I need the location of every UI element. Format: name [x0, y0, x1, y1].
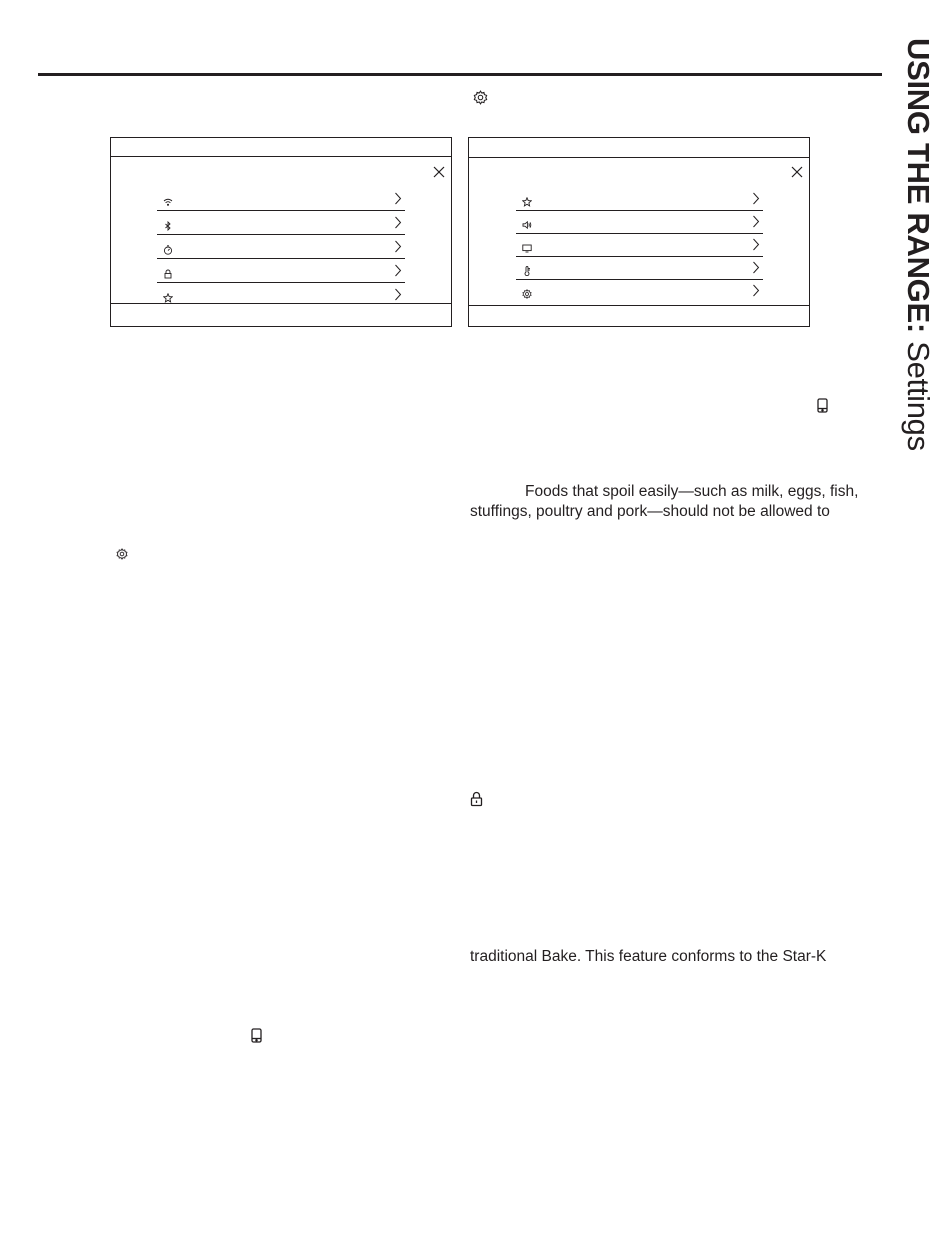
settings-menu-row[interactable] — [157, 235, 405, 259]
settings-menu-row[interactable] — [516, 256, 763, 280]
settings-menu-row[interactable] — [516, 210, 763, 234]
panel-header-divider — [469, 157, 809, 158]
section-title-light: Settings — [901, 332, 936, 451]
gear-icon — [522, 286, 532, 296]
chevron-right-icon — [752, 215, 760, 228]
panel-footer-divider — [111, 303, 451, 304]
tablet-icon — [251, 1028, 262, 1043]
close-icon[interactable] — [790, 165, 804, 179]
timer-icon — [163, 242, 173, 252]
chevron-right-icon — [394, 288, 402, 301]
bluetooth-icon — [163, 218, 173, 228]
chevron-right-icon — [394, 240, 402, 253]
header-rule — [38, 73, 882, 76]
food-safety-line-1: Foods that spoil easily—such as milk, eggs, fish, — [525, 483, 859, 500]
chevron-right-icon — [394, 192, 402, 205]
lock-icon — [163, 266, 173, 276]
sabbath-line: traditional Bake. This feature conforms to the Star-K — [470, 948, 827, 965]
food-safety-line-2: stuffings, poultry and pork—should not be allowed to — [470, 503, 830, 520]
section-title — [900, 38, 940, 478]
settings-menu-row[interactable] — [157, 187, 405, 211]
settings-menu-row[interactable] — [157, 211, 405, 235]
settings-menu-row[interactable] — [516, 233, 763, 257]
close-icon[interactable] — [432, 165, 446, 179]
gear-icon — [116, 548, 128, 560]
settings-menu-row[interactable] — [157, 259, 405, 283]
chevron-right-icon — [752, 284, 760, 297]
chevron-right-icon — [752, 192, 760, 205]
chevron-right-icon — [394, 216, 402, 229]
settings-screen-panel-left — [110, 137, 452, 327]
star-icon — [522, 194, 532, 204]
settings-screen-panel-right — [468, 137, 810, 327]
speaker-icon — [522, 217, 532, 227]
settings-menu-row[interactable] — [516, 187, 763, 211]
gear-icon — [473, 90, 488, 105]
settings-menu-row[interactable] — [516, 279, 763, 303]
chevron-right-icon — [752, 261, 760, 274]
star-icon — [163, 290, 173, 300]
tablet-icon — [817, 398, 828, 413]
lock-icon — [470, 791, 483, 807]
chevron-right-icon — [752, 238, 760, 251]
section-title-bold: USING THE RANGE: — [901, 38, 936, 333]
display-icon — [522, 240, 532, 250]
temperature-icon — [522, 263, 532, 273]
panel-header-divider — [111, 156, 451, 157]
panel-footer-divider — [469, 305, 809, 306]
wifi-icon — [163, 194, 173, 204]
chevron-right-icon — [394, 264, 402, 277]
